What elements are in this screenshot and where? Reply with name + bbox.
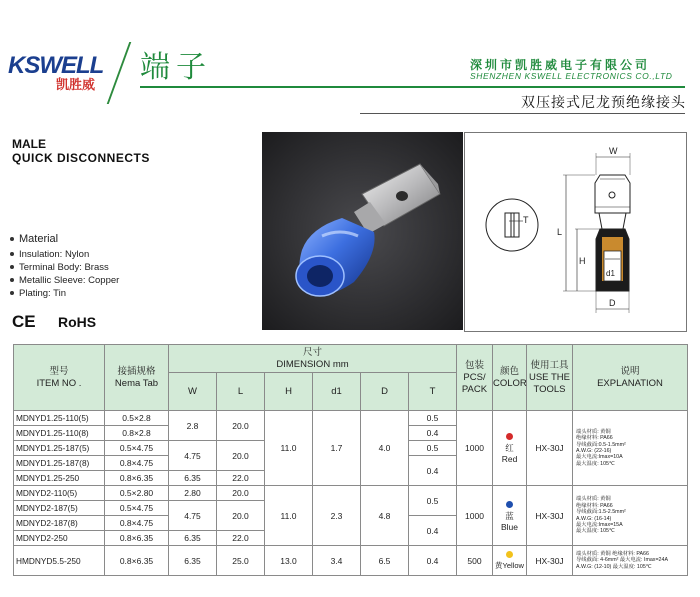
header-pack: 包装 PCS/ PACK (457, 345, 493, 411)
explanation: 端头材质: 黄铜 绝缘材料: PA66 导线截面:1.5-2.5mm² A.W.G: (16-14) 最大电流:Imax=15A 最大温度: 105℃ (573, 486, 688, 546)
rohs-mark: RoHS (58, 314, 97, 330)
tool: HX-30J (527, 546, 573, 576)
spec-insulation: Insulation: Nylon (10, 249, 89, 260)
dim-W: 2.8 (169, 411, 217, 441)
header-tools: 使用工具 USE THE TOOLS (527, 345, 573, 411)
item-no: MDNYD1.25-187(5) (14, 441, 105, 456)
tab-size: 0.8×2.8 (105, 426, 169, 441)
header-d1: d1 (313, 373, 361, 411)
tab-size: 0.5×2.8 (105, 411, 169, 426)
label-D: D (609, 298, 616, 308)
dim-T: 0.5 (409, 486, 457, 516)
item-no: MDNYD2-187(8) (14, 516, 105, 531)
dimension-drawing (464, 132, 687, 332)
label-d1: d1 (606, 269, 615, 278)
yellow-dot-icon (506, 551, 513, 558)
header-H: H (265, 373, 313, 411)
header-D: D (361, 373, 409, 411)
item-no: MDNYD1.25-187(8) (14, 456, 105, 471)
header-nema-tab: 接插规格 Nema Tab (105, 345, 169, 411)
red-dot-icon (506, 433, 513, 440)
tab-size: 0.8×4.75 (105, 516, 169, 531)
spec-plating: Plating: Tin (10, 288, 66, 299)
brand-title: 端子 (140, 50, 212, 85)
tab-size: 0.5×2.80 (105, 486, 169, 501)
front-view (557, 146, 630, 313)
explanation: 端头材质: 黄铜 绝缘材料: PA66 导线截面:0.5-1.5mm² A.W.G: (22-16) 最大电流:Imax=10A 最大温度: 105℃ (573, 411, 688, 486)
dim-W: 6.35 (169, 471, 217, 486)
dim-W: 4.75 (169, 501, 217, 531)
header-W: W (169, 373, 217, 411)
company-name-chinese: 深圳市凯胜威电子有限公司 (470, 58, 651, 72)
color-cell: 蓝 Blue (493, 486, 527, 546)
table-row (14, 486, 688, 501)
dim-L: 20.0 (217, 486, 265, 501)
label-H: H (579, 256, 586, 266)
tab-size: 0.8×4.75 (105, 456, 169, 471)
blue-dot-icon (506, 501, 513, 508)
label-L: L (557, 227, 563, 237)
dim-d1: 3.4 (313, 546, 361, 576)
dim-T: 0.5 (409, 441, 457, 456)
item-no: HMDNYD5.5-250 (14, 546, 105, 576)
logo-chinese: 凯胜威 (56, 78, 96, 93)
dim-D: 4.0 (361, 411, 409, 486)
dim-d1: 2.3 (313, 486, 361, 546)
dim-L: 22.0 (217, 471, 265, 486)
dim-H: 11.0 (265, 411, 313, 486)
dim-W: 6.35 (169, 531, 217, 546)
item-no: MDNYD2-187(5) (14, 501, 105, 516)
label-W: W (609, 146, 618, 156)
dim-D: 4.8 (361, 486, 409, 546)
product-subtitle: 双压接式尼龙预绝缘接头 (521, 95, 686, 111)
pack-qty: 1000 (457, 486, 493, 546)
tool: HX-30J (527, 411, 573, 486)
product-photo (262, 132, 463, 330)
dim-W: 6.35 (169, 546, 217, 576)
item-no: MDNYD2-250 (14, 531, 105, 546)
tab-size: 0.8×6.35 (105, 471, 169, 486)
spec-metallic-sleeve: Metallic Sleeve: Copper (10, 275, 119, 286)
item-no: MDNYD1.25-110(5) (14, 411, 105, 426)
header-rule (140, 86, 685, 88)
product-title-line1: MALE (12, 137, 46, 151)
dim-L: 20.0 (217, 441, 265, 471)
logo-text: KSWELL (8, 52, 104, 79)
header-item-no: 型号 ITEM NO . (14, 345, 105, 411)
tab-size: 0.8×6.35 (105, 546, 169, 576)
color-cell: 黄Yellow (493, 546, 527, 576)
dim-L: 20.0 (217, 411, 265, 441)
tab-size: 0.5×4.75 (105, 441, 169, 456)
subtitle-rule (360, 113, 685, 114)
dim-H: 11.0 (265, 486, 313, 546)
tool: HX-30J (527, 486, 573, 546)
pack-qty: 500 (457, 546, 493, 576)
header-L: L (217, 373, 265, 411)
dim-L: 22.0 (217, 531, 265, 546)
dim-T: 0.4 (409, 426, 457, 441)
dim-T: 0.4 (409, 546, 457, 576)
spec-table (13, 344, 688, 576)
explanation: 端头材质: 黄铜 绝缘材料: PA66 导线截面: 4-6mm² 最大电流: Imax=24A A.W.G: (12-10) 最大温度: 105℃ (573, 546, 688, 576)
dim-H: 13.0 (265, 546, 313, 576)
label-T: T (523, 215, 529, 225)
item-no: MDNYD1.25-250 (14, 471, 105, 486)
dim-T: 0.4 (409, 516, 457, 546)
material-heading: Material (10, 233, 58, 245)
dim-L: 20.0 (217, 501, 265, 531)
tab-size: 0.5×4.75 (105, 501, 169, 516)
item-no: MDNYD1.25-110(8) (14, 426, 105, 441)
tab-size: 0.8×6.35 (105, 531, 169, 546)
dim-d1: 1.7 (313, 411, 361, 486)
pack-qty: 1000 (457, 411, 493, 486)
dim-L: 25.0 (217, 546, 265, 576)
ce-mark: CE (12, 312, 36, 331)
table-row (14, 411, 688, 426)
dim-W: 2.80 (169, 486, 217, 501)
side-view (486, 199, 538, 251)
header-dimension: 尺寸 DIMENSION mm (169, 345, 457, 373)
item-no: MDNYD2-110(5) (14, 486, 105, 501)
product-title-line2: QUICK DISCONNECTS (12, 151, 150, 165)
header-color: 颜色 COLOR (493, 345, 527, 411)
dim-T: 0.4 (409, 456, 457, 486)
company-name-english: SHENZHEN KSWELL ELECTRONICS CO.,LTD (470, 71, 673, 81)
header-T: T (409, 373, 457, 411)
dim-W: 4.75 (169, 441, 217, 471)
dim-T: 0.5 (409, 411, 457, 426)
header-divider-slash (107, 42, 132, 104)
header-explanation: 说明 EXPLANATION (573, 345, 688, 411)
table-row (14, 546, 688, 576)
dim-D: 6.5 (361, 546, 409, 576)
color-cell: 红 Red (493, 411, 527, 486)
spec-terminal-body: Terminal Body: Brass (10, 262, 109, 273)
